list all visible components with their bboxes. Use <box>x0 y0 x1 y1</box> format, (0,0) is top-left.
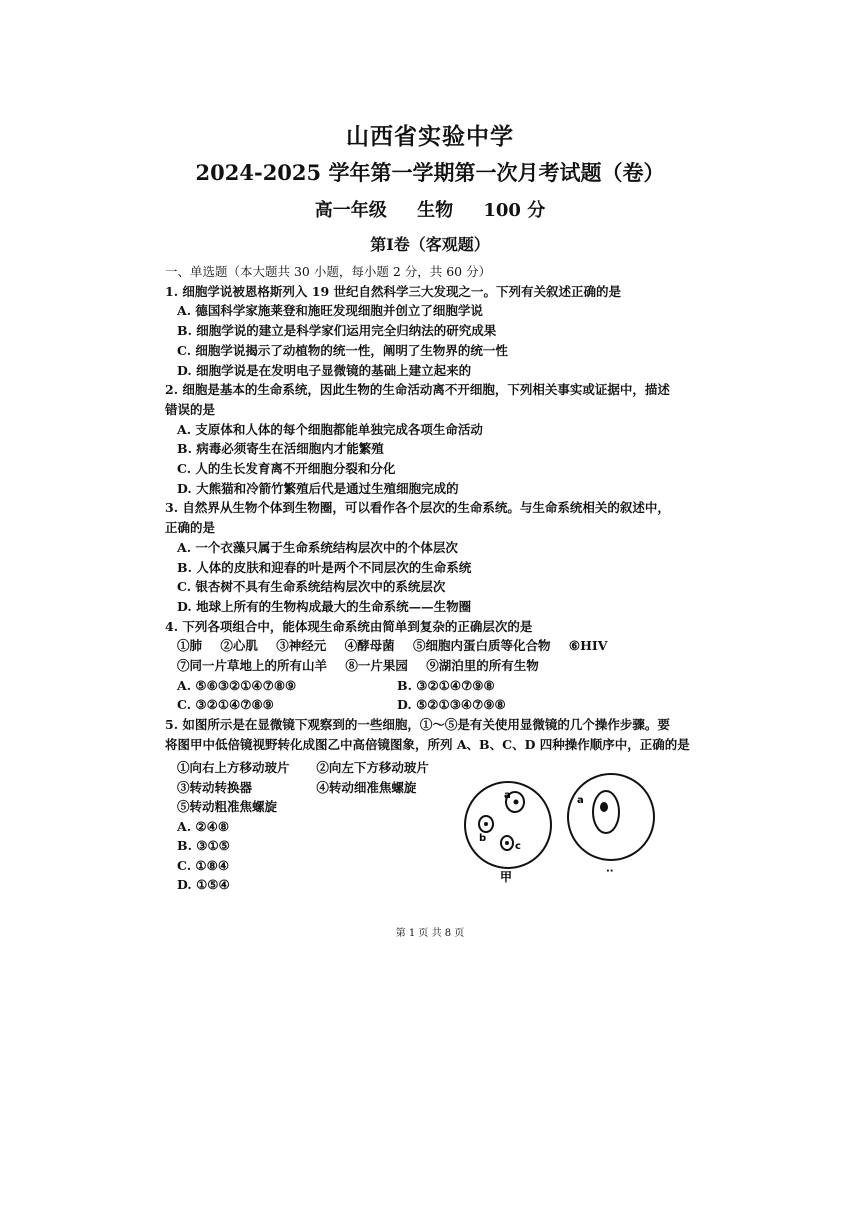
part-title: 第Ⅰ卷（客观题） <box>370 235 490 254</box>
question-1-option-a: A. 德国科学家施莱登和施旺发现细胞并创立了细胞学说 <box>177 303 483 319</box>
field-yi-circle <box>568 774 654 860</box>
subject-label: 生物 <box>417 200 454 221</box>
q5-steps-row-2 <box>177 778 429 798</box>
question-4-items-row-1 <box>165 636 725 656</box>
questions <box>165 262 725 755</box>
exam-subtitle <box>0 196 860 222</box>
q5-step-4: ④转动细准焦螺旋 <box>316 779 417 795</box>
label-a-yi: a <box>577 795 584 806</box>
question-4-options-ab <box>165 676 725 696</box>
question-2-option-a: A. 支原体和人体的每个细胞都能单独完成各项生命活动 <box>177 421 483 437</box>
question-5-option-d: D. ①⑤④ <box>177 877 230 892</box>
q5-step-3: ③转动转换器 <box>177 779 253 795</box>
q4-item: ⑨湖泊里的所有生物 <box>426 658 539 674</box>
q4-item: ②心肌 <box>220 638 258 654</box>
question-3-stem: 3. 自然界从生物个体到生物圈，可以看作各个层次的生命系统。与生命系统相关的叙述中， <box>165 500 670 516</box>
grade-label: 高一年级 <box>314 200 387 221</box>
question-2-option-b: B. 病毒必须寄生在活细胞内才能繁殖 <box>177 441 384 457</box>
question-5-option-b: B. ③①⑤ <box>177 838 230 853</box>
question-2-stem-cont: 错误的是 <box>165 401 216 417</box>
question-1-option-d: D. 细胞学说是在发明电子显微镜的基础上建立起来的 <box>177 362 472 378</box>
school-title: 山西省实验中学 <box>346 123 514 150</box>
q4-item: ⑧一片果园 <box>345 658 408 674</box>
question-1-option-c: C. 细胞学说揭示了动植物的统一性，阐明了生物界的统一性 <box>177 342 508 358</box>
cell-b-jia-nucleus <box>484 822 488 826</box>
question-3-stem-cont: 正确的是 <box>165 520 216 536</box>
question-4-option-c: C. ③②①④⑦⑧⑨ <box>177 697 274 713</box>
question-4-option-b: B. ③②①④⑦⑨⑧ <box>397 677 495 693</box>
question-2-stem: 2. 细胞是基本的生命系统，因此生物的生命活动离不开细胞，下列相关事实或证据中，描述 <box>165 382 670 398</box>
question-5-stem: 5. 如图所示是在显微镜下观察到的一些细胞，①～⑤是有关使用显微镜的几个操作步骤。要 <box>165 717 670 733</box>
cell-a-yi-nucleus <box>600 802 608 812</box>
question-5-steps <box>177 758 429 895</box>
q4-item: ①肺 <box>177 638 203 654</box>
section-heading: 一、单选题（本大题共 30 小题，每小题 2 分，共 60 分） <box>165 264 492 279</box>
question-1-option-b: B. 细胞学说的建立是科学家们运用完全归纳法的研究成果 <box>177 323 497 339</box>
cell-a-jia-nucleus <box>514 800 519 805</box>
cell-c-jia-nucleus <box>505 841 509 845</box>
question-5-stem-cont: 将图甲中低倍镜视野转化成图乙中高倍镜图象，所列 A、B、C、D 四种操作顺序中，正确的是 <box>165 736 690 752</box>
question-4-stem: 4. 下列各项组合中，能体现生命系统由简单到复杂的正确层次的是 <box>165 618 533 634</box>
label-c-jia: c <box>515 841 521 852</box>
q4-item: ⑦同一片草地上的所有山羊 <box>177 658 328 674</box>
q5-step-2: ②向左下方移动玻片 <box>316 760 429 775</box>
q4-item: ③神经元 <box>276 638 327 654</box>
q5-step-5: ⑤转动粗准焦螺旋 <box>177 799 278 814</box>
question-3-option-c: C. 银杏树不具有生命系统结构层次中的系统层次 <box>177 579 446 595</box>
q5-steps-row-1 <box>177 758 429 778</box>
label-a-jia: a <box>504 790 511 801</box>
q4-item: ⑤细胞内蛋白质等化合物 <box>413 638 551 654</box>
label-yi: ·· <box>606 866 614 877</box>
score-label: 100 分 <box>483 200 546 221</box>
exam-title: 2024-2025 学年第一学期第一次月考试题（卷） <box>195 160 665 185</box>
q4-item: ⑥HIV <box>568 638 608 654</box>
question-1-stem: 1. 细胞学说被恩格斯列入 19 世纪自然科学三大发现之一。下列有关叙述正确的是 <box>165 283 622 299</box>
question-2-option-d: D. 大熊猫和冷箭竹繁殖后代是通过生殖细胞完成的 <box>177 480 459 496</box>
q4-item: ④酵母菌 <box>344 638 395 654</box>
label-b-jia: b <box>479 833 487 844</box>
q5-step-1: ①向右上方移动玻片 <box>177 760 290 775</box>
question-3-option-d: D. 地球上所有的生物构成最大的生命系统——生物圈 <box>177 598 472 614</box>
question-5-option-c: C. ①⑧④ <box>177 857 230 873</box>
question-4-option-a: A. ⑤⑥③②①④⑦⑧⑨ <box>177 677 297 693</box>
question-3-option-b: B. 人体的皮肤和迎春的叶是两个不同层次的生命系统 <box>177 559 472 575</box>
question-4-options-cd <box>165 695 725 715</box>
page-footer: 第 1 页 共 8 页 <box>395 928 465 939</box>
label-jia: 甲 <box>500 870 513 884</box>
microscope-figure <box>458 770 698 885</box>
question-4-option-d: D. ⑤②①③④⑦⑨⑧ <box>397 697 506 713</box>
question-2-option-c: C. 人的生长发育离不开细胞分裂和分化 <box>177 461 396 477</box>
question-5-option-a: A. ②④⑧ <box>177 818 230 834</box>
question-4-items-row-2 <box>165 656 725 676</box>
cell-a-yi <box>593 791 619 833</box>
question-3-option-a: A. 一个衣藻只属于生命系统结构层次中的个体层次 <box>177 539 458 555</box>
